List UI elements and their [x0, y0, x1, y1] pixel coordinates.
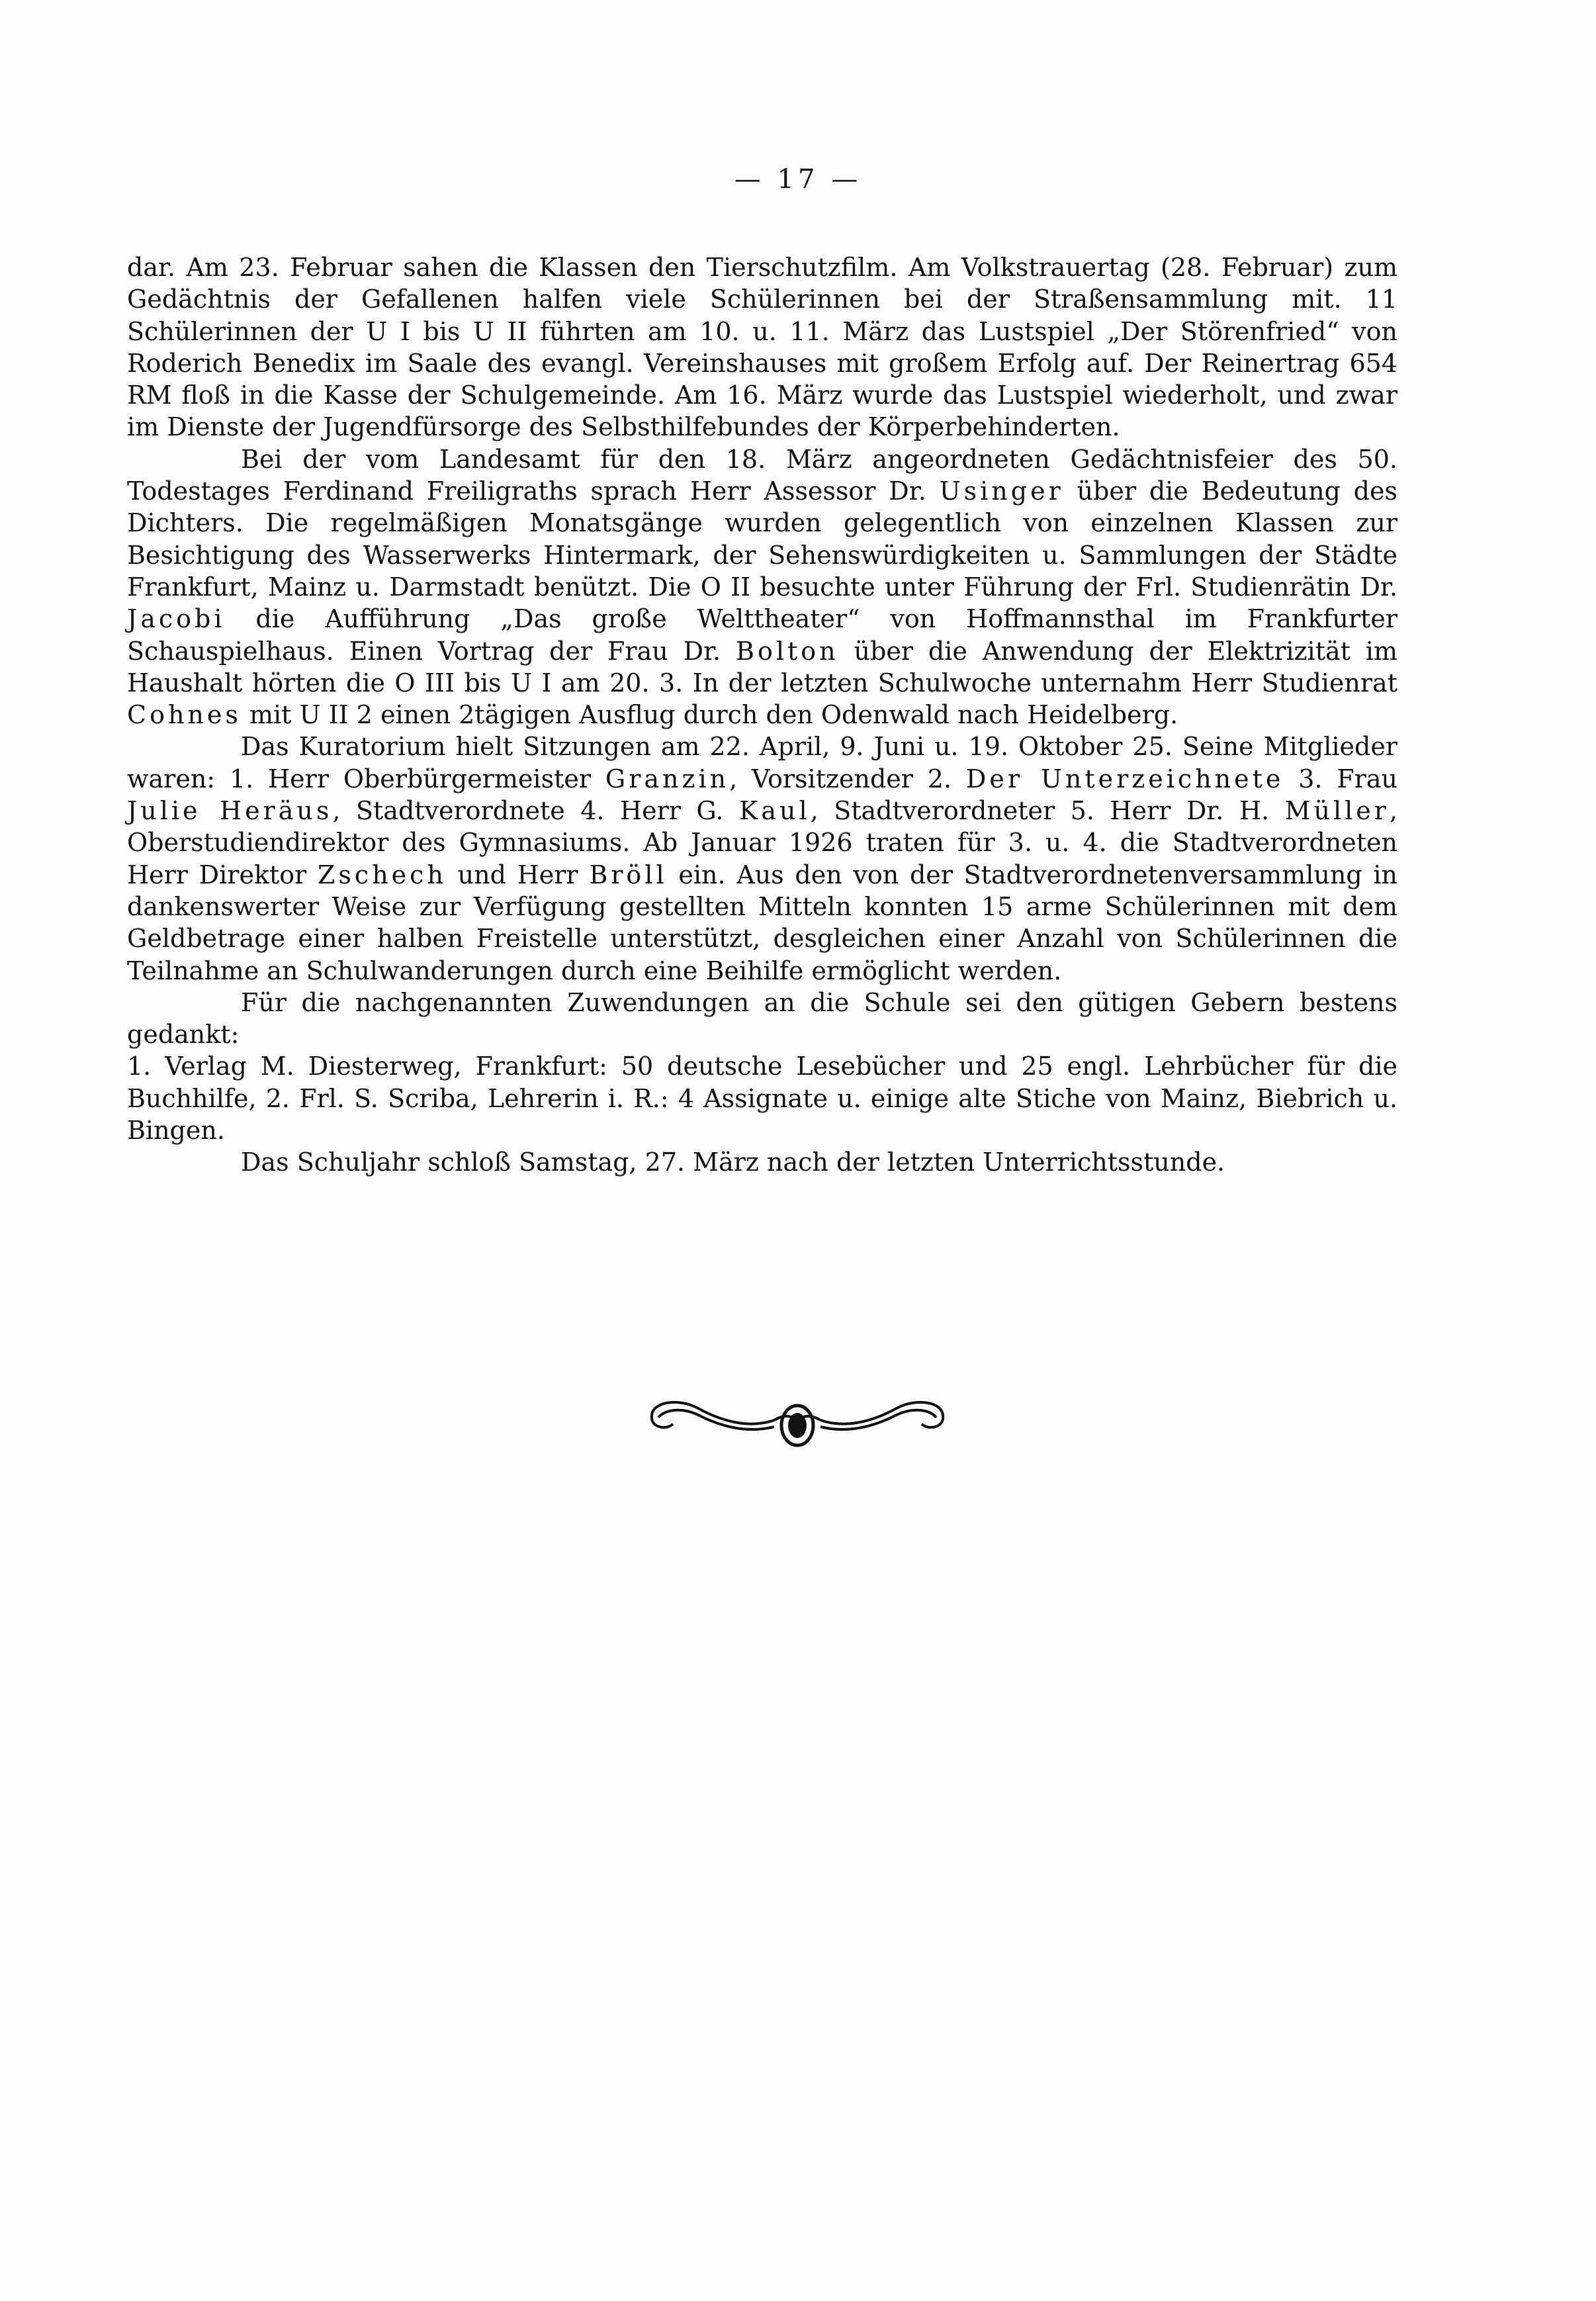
text-run: , Oberstudiendirektor des Gymnasiums. Ab Januar 1926 traten für 3. u. 4. die Stadtverordneten Herr Direktor	[127, 796, 1398, 889]
text-run: über die Bedeutung des Dichters. Die regelmäßigen Monatsgänge wurden gelegentlich von einzelnen Klassen zur Besichtigung des Wasserwerks Hintermark, der Sehenswürdigkeiten u. Sammlungen der Städte Frankfurt, Mainz u. Darmstadt benützt. Die O II besuchte unter Führung der Frl. Studienrätin Dr.	[127, 476, 1397, 602]
person-name: Kaul	[739, 796, 811, 826]
text-run: und Herr	[446, 860, 590, 889]
person-name: Bröll	[589, 860, 668, 889]
text-run: 3. Frau	[1284, 764, 1397, 793]
decorative-ornament-icon	[639, 1390, 956, 1456]
text-run: mit U II 2 einen 2tägigen Ausflug durch den Odenwald nach Heidelberg.	[241, 700, 1178, 730]
text-run: Das Kuratorium hielt Sitzungen am 22. April, 9. Juni u. 19. Oktober 25. Seine Mitglieder waren: 1. Herr Oberbürgermeister	[127, 732, 1397, 793]
page-number: — 17 —	[734, 164, 862, 195]
person-name: Jacobi	[127, 604, 226, 634]
text-run: ein. Aus den von der Stadtverordnetenversammlung in dankenswerter Weise zur Verfügung gestellten Mitteln konnten 15 arme Schülerinnen mit dem Geldbetrage einer halben Freistelle unterstützt, desgleichen einer Anzahl von Schülerinnen die Teilnahme an Schulwanderungen durch eine Beihilfe ermöglicht werden.	[127, 860, 1397, 985]
paragraph-kuratorium	[127, 731, 1397, 986]
text-run: über die Anwendung der Elektrizität im Haushalt hörten die O III bis U I am 20. 3. In der letzten Schulwoche unternahm Herr Studienrat	[127, 636, 1397, 698]
person-name: Usinger	[939, 476, 1064, 506]
person-name: Cohnes	[127, 700, 242, 730]
text-run: , Stadtverordnete 4. Herr G.	[332, 796, 739, 826]
person-name: Bolton	[736, 636, 839, 666]
person-name: Der Unterzeichnete	[965, 764, 1284, 793]
text-run: die Aufführung „Das große Welttheater“ von Hoffmannsthal im Frankfurter Schauspielhaus. Einen Vortrag der Frau Dr.	[127, 604, 1397, 666]
body-text	[127, 251, 1397, 1179]
paragraph-donations-list: 1. Verlag M. Diesterweg, Frankfurt: 50 deutsche Lesebücher und 25 engl. Lehrbücher für die Buchhilfe, 2. Frl. S. Scriba, Lehrerin i. R.: 4 Assignate u. einige alte Stiche von Mainz, Biebrich u. Bingen.	[127, 1052, 1397, 1146]
paragraph-events: dar. Am 23. Februar sahen die Klassen den Tierschutzfilm. Am Volkstrauertag (28. Februar) zum Gedächtnis der Gefallenen halfen viele Schülerinnen bei der Straßensammlung mit. 11 Schülerinnen der U I bis U II führten am 10. u. 11. März das Lustspiel „Der Störenfried“ von Roderich Benedix im Saale des evangl. Vereinshauses mit großem Erfolg auf. Der Reinertrag 654 RM floß in die Kasse der Schulgemeinde. Am 16. März wurde das Lustspiel wiederholt, und zwar im Dienste der Jugendfürsorge des Selbsthilfebundes der Körperbehinderten.	[127, 253, 1397, 442]
text-run: , Vorsitzender 2.	[729, 764, 966, 793]
person-name: Granzin	[605, 764, 730, 793]
text-run: , Stadtverordneter 5. Herr Dr. H.	[810, 796, 1285, 826]
person-name: Julie Heräus	[127, 796, 333, 826]
paragraph-closing: Das Schuljahr schloß Samstag, 27. März nach der letzten Unterrichtsstunde.	[241, 1148, 1225, 1177]
paragraph-donations-intro: Für die nachgenannten Zuwendungen an die Schule sei den gütigen Gebern bestens gedankt:	[127, 987, 1397, 1050]
paragraph-commemoration	[127, 443, 1397, 731]
person-name: Zschech	[318, 860, 447, 889]
text-run: Bei der vom Landesamt für den 18. März angeordneten Gedächtnisfeier des 50. Todestages Ferdinand Freiligraths sprach Herr Assessor Dr.	[127, 444, 1397, 506]
person-name: Müller	[1284, 796, 1390, 826]
